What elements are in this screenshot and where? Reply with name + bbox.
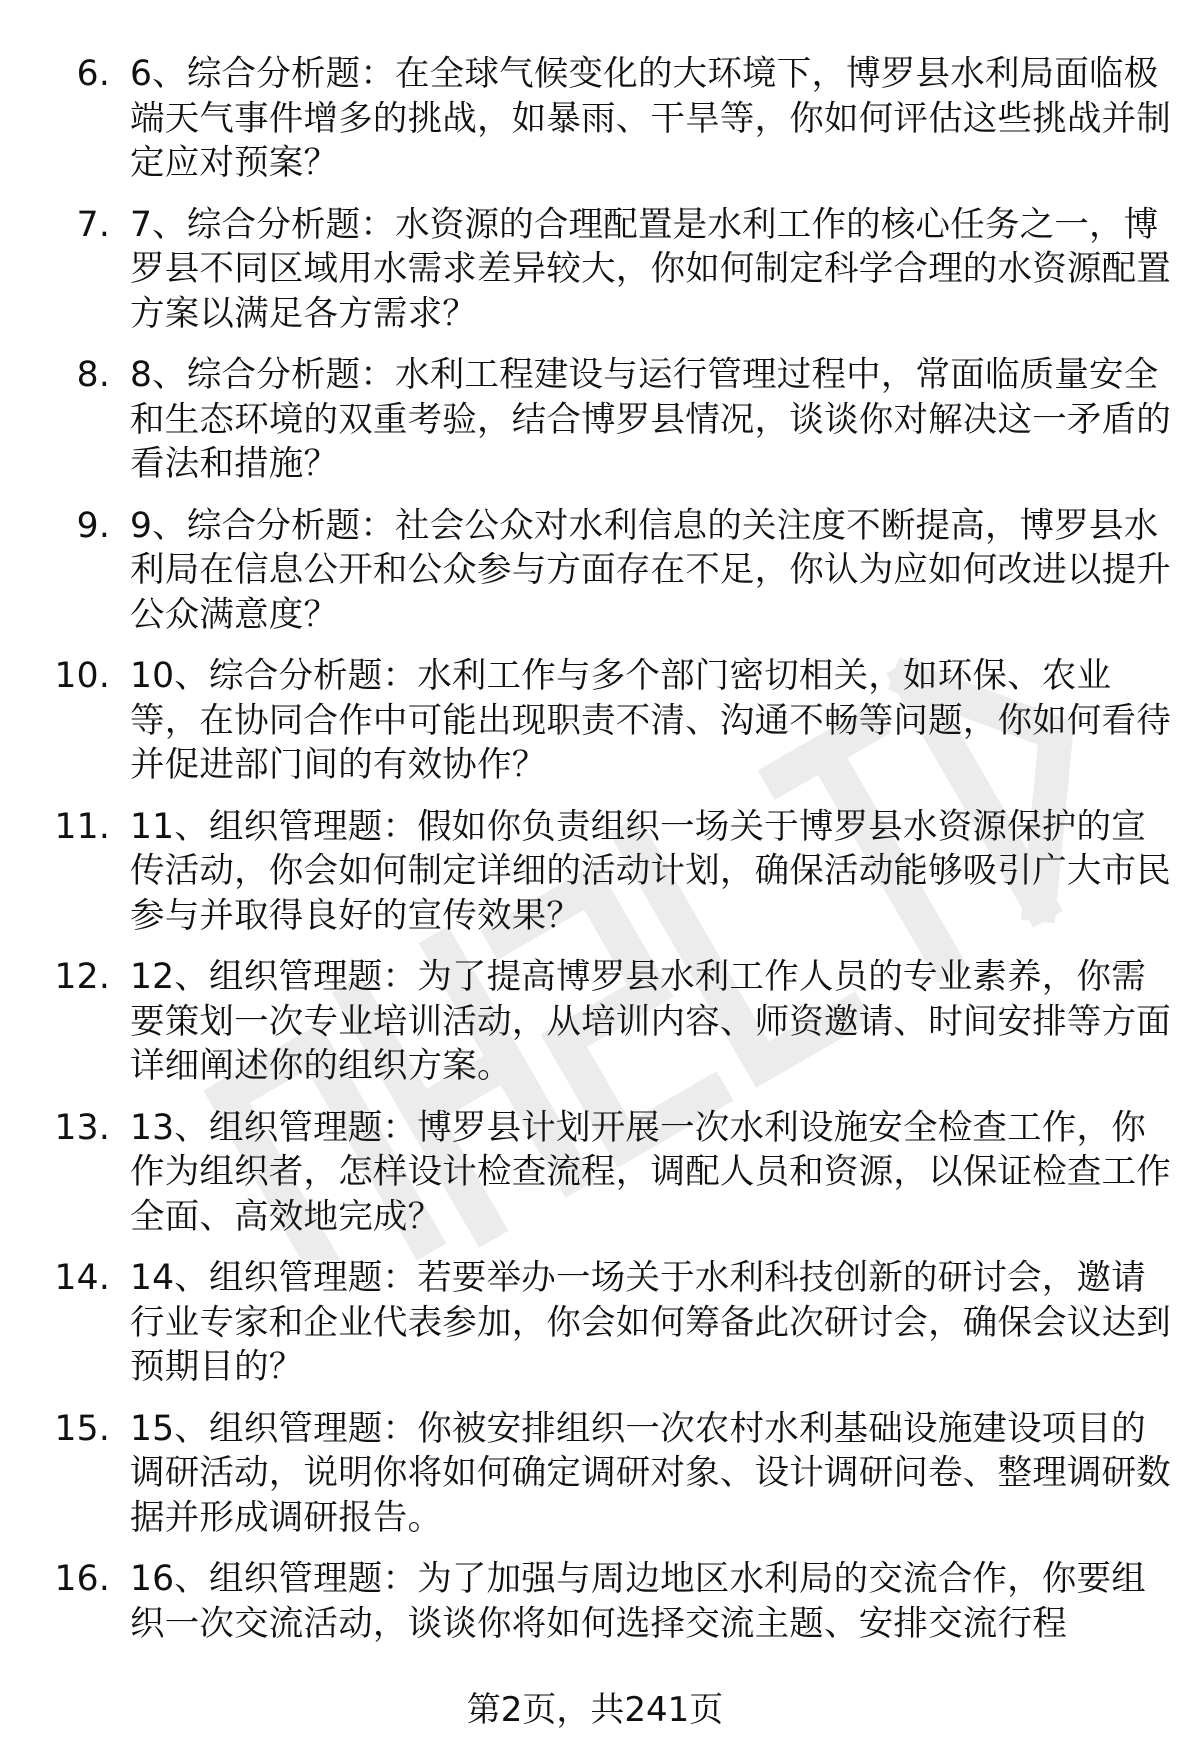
item-text: 10、综合分析题：水利工作与多个部门密切相关，如环保、农业等，在协同合作中可能出现职责不清、沟通不畅等问题，你如何看待并促进部门间的有效协作？ — [130, 656, 1171, 785]
item-number: 15. — [54, 1408, 110, 1449]
item-number: 6. — [76, 54, 110, 94]
item-number: 12. — [54, 957, 110, 997]
item-number: 9. — [76, 505, 110, 546]
item-number: 11. — [54, 806, 110, 847]
list-item — [0, 353, 1190, 487]
item-number: 16. — [54, 1559, 110, 1599]
item-text: 16、组织管理题：为了加强与周边地区水利局的交流合作，你要组织一次交流活动，谈谈你将如何选择交流主题、安排交流行程 — [130, 1559, 1146, 1644]
item-number: 13. — [54, 1107, 110, 1148]
list-item — [0, 1407, 1190, 1541]
list-item — [0, 1106, 1190, 1240]
list-item — [0, 504, 1190, 638]
item-text: 14、组织管理题：若要举办一场关于水利科技创新的研讨会，邀请行业专家和企业代表参加，你会如何筹备此次研讨会，确保会议达到预期目的？ — [130, 1258, 1171, 1387]
page-footer: 第2页，共241页 — [466, 1690, 724, 1730]
item-text: 8、综合分析题：水利工程建设与运行管理过程中，常面临质量安全和生态环境的双重考验，结合博罗县情况，谈谈你对解决这一矛盾的看法和措施？ — [130, 355, 1171, 484]
item-number: 8. — [76, 355, 110, 395]
list-item — [0, 52, 1190, 186]
item-number: 7. — [76, 204, 110, 245]
item-text: 11、组织管理题：假如你负责组织一场关于博罗县水资源保护的宣传活动，你会如何制定详细的活动计划，确保活动能够吸引广大市民参与并取得良好的宣传效果？ — [130, 806, 1171, 936]
item-text: 9、综合分析题：社会公众对水利信息的关注度不断提高，博罗县水利局在信息公开和公众参与方面存在不足，你认为应如何改进以提升公众满意度？ — [130, 505, 1171, 635]
item-text: 15、组织管理题：你被安排组织一次农村水利基础设施建设项目的调研活动，说明你将如何确定调研对象、设计调研问卷、整理调研数据并形成调研报告。 — [130, 1408, 1171, 1538]
item-text: 12、组织管理题：为了提高博罗县水利工作人员的专业素养，你需要策划一次专业培训活动，从培训内容、师资邀请、时间安排等方面详细阐述你的组织方案。 — [130, 957, 1171, 1086]
list-item — [0, 955, 1190, 1089]
question-list — [0, 52, 1190, 1663]
item-text: 13、组织管理题：博罗县计划开展一次水利设施安全检查工作，你作为组织者，怎样设计检查流程，调配人员和资源，以保证检查工作全面、高效地完成？ — [130, 1107, 1171, 1237]
list-item — [0, 203, 1190, 337]
item-number: 14. — [54, 1258, 110, 1298]
item-text: 6、综合分析题：在全球气候变化的大环境下，博罗县水利局面临极端天气事件增多的挑战，如暴雨、干旱等，你如何评估这些挑战并制定应对预案？ — [130, 54, 1171, 183]
list-item — [0, 805, 1190, 939]
item-text: 7、综合分析题：水资源的合理配置是水利工作的核心任务之一，博罗县不同区域用水需求差异较大，你如何制定科学合理的水资源配置方案以满足各方需求？ — [130, 204, 1171, 334]
list-item — [0, 1557, 1190, 1646]
list-item — [0, 654, 1190, 788]
list-item — [0, 1256, 1190, 1390]
item-number: 10. — [54, 656, 110, 696]
